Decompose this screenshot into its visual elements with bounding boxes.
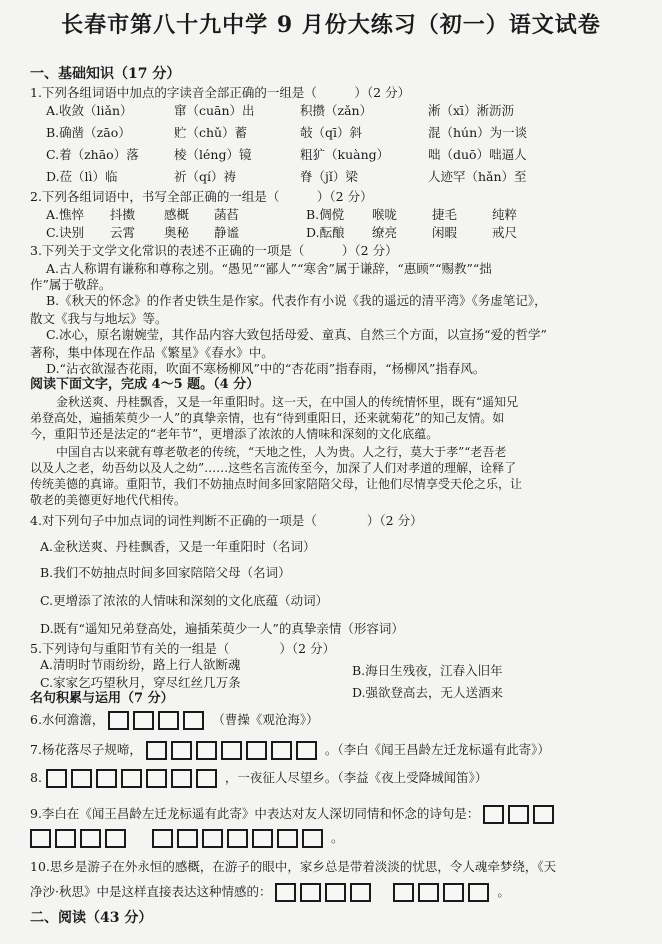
answer-box[interactable] — [393, 883, 414, 902]
question-3-option-c-line1: C.冰心，原名谢婉莹，其作品内容大致包括母爱、童真、自然三个方面，以宣扬“爱的哲学” — [46, 327, 547, 342]
question-1-option-a: A.收敛（liǎn） 窜（cuān）出 积攒（zǎn） 淅（xī）淅沥沥 — [46, 103, 515, 118]
question-3-option-a-line1: A.古人称谓有谦称和尊称之别。“愚见”“鄙人”“寒舍”属于谦辞，“惠顾”“赐教”“拙 — [46, 261, 492, 276]
question-2-options-cd: C.诀别 云霄 奥秘 静谧 D.酝酿 缭亮 闲暇 戒尺 — [46, 225, 518, 240]
answer-box[interactable] — [71, 769, 92, 788]
answer-box[interactable] — [508, 805, 529, 824]
answer-box[interactable] — [80, 829, 101, 848]
question-9-line2: 。 — [30, 826, 343, 850]
question-4-option-d: D.既有“遥知兄弟登高处，遍插茱萸少一人”的真挚亲情（形容词） — [40, 621, 404, 636]
reading-heading: 阅读下面文字，完成 4～5 题。（4 分） — [30, 377, 260, 392]
answer-box[interactable] — [202, 829, 223, 848]
answer-box[interactable] — [246, 741, 267, 760]
answer-box[interactable] — [325, 883, 346, 902]
section-heading-basic: 一、基础知识（17 分） — [30, 66, 181, 82]
answer-box[interactable] — [133, 711, 154, 730]
answer-box[interactable] — [171, 769, 192, 788]
question-4-option-a: A.金秋送爽、丹桂飘香，又是一年重阳时（名词） — [40, 539, 316, 554]
question-5-option-c: C.家家乞巧望秋月，穿尽红丝几万条 — [40, 675, 241, 690]
question-3-stem: 3.下列关于文学文化常识的表述不正确的一项是（ ）（2 分） — [30, 243, 398, 258]
question-5-option-d: D.强欲登高去，无人送酒来 — [352, 685, 504, 700]
answer-box[interactable] — [296, 741, 317, 760]
answer-box[interactable] — [483, 805, 504, 824]
question-7: 7.杨花落尽子规啼， 。（李白《闻王昌龄左迁龙标遥有此寄》） — [30, 738, 550, 762]
question-3-option-d: D.“沾衣欲湿杏花雨，吹面不寒杨柳风”中的“杏花雨”指春雨，“杨柳风”指春风。 — [46, 361, 486, 376]
exam-title: 长春市第八十九中学 9 月份大练习（初一）语文试卷 — [61, 12, 601, 38]
question-6: 6.水何澹澹， （曹操《观沧海》） — [30, 708, 319, 732]
answer-box[interactable] — [350, 883, 371, 902]
answer-box[interactable] — [183, 711, 204, 730]
answer-box[interactable] — [221, 741, 242, 760]
answer-box[interactable] — [418, 883, 439, 902]
answer-box[interactable] — [277, 829, 298, 848]
answer-box[interactable] — [108, 711, 129, 730]
question-1-stem: 1.下列各组词语中加点的字读音全部正确的一组是（ ）（2 分） — [30, 85, 411, 100]
answer-box[interactable] — [55, 829, 76, 848]
passage-p1-line2: 弟登高处，遍插茱萸少一人”的真挚亲情，也有“待到重阳日，还来就菊花”的知己友情。如 — [30, 411, 505, 425]
poetry-heading: 名句积累与运用（7 分） — [30, 691, 174, 706]
answer-box[interactable] — [468, 883, 489, 902]
answer-box[interactable] — [227, 829, 248, 848]
answer-box[interactable] — [533, 805, 554, 824]
answer-box[interactable] — [146, 769, 167, 788]
answer-box[interactable] — [46, 769, 67, 788]
passage-p1-line3: 今，重阳节还是法定的“老年节”，更增添了浓浓的人情味和深刻的文化底蕴。 — [30, 427, 439, 441]
passage-p2-line1: 中国自古以来就有尊老敬老的传统，“天地之性，人为贵。人之行，莫大于孝”“老吾老 — [56, 445, 507, 459]
question-2-stem: 2.下列各组词语中，书写全部正确的一组是（ ）（2 分） — [30, 189, 373, 204]
question-3-option-b-line1: B.《秋天的怀念》的作者史铁生是作家。代表作有小说《我的遥远的清平湾》《务虚笔记》， — [46, 293, 547, 308]
passage-p1-line1: 金秋送爽、丹桂飘香，又是一年重阳时。这一天，在中国人的传统情怀里，既有“遥知兄 — [56, 395, 519, 409]
answer-box[interactable] — [196, 741, 217, 760]
answer-box[interactable] — [443, 883, 464, 902]
answer-box[interactable] — [158, 711, 179, 730]
answer-box[interactable] — [300, 883, 321, 902]
question-4-stem: 4.对下列句子中加点词的词性判断不正确的一项是（ ）（2 分） — [30, 513, 423, 528]
question-1-option-b: B.确凿（zāo） 贮（chǔ）蓄 敧（qī）斜 混（hún）为一谈 — [46, 125, 528, 140]
question-9-line1: 9.李白在《闻王昌龄左迁龙标遥有此寄》中表达对友人深切同情和怀念的诗句是： — [30, 802, 558, 826]
question-10-line1: 10.思乡是游子在外永恒的感概，在游子的眼中，家乡总是带着淡淡的忧思，令人魂牵梦绕，《天 — [30, 859, 557, 874]
answer-box[interactable] — [96, 769, 117, 788]
question-1-option-d: D.莅（lì）临 祈（qí）祷 脊（jǐ）梁 人迹罕（hǎn）至 — [46, 169, 527, 184]
question-1-option-c: C.着（zhāo）落 棱（léng）镜 粗犷（kuàng） 咄（duō）咄逼人 — [46, 147, 527, 162]
question-2-options-ab: A.憔悴 抖擞 感概 菡萏 B.倜傥 喉咙 捷毛 纯粹 — [46, 207, 518, 222]
passage-p2-line2: 以及人之老，幼吾幼以及人之幼”……这些名言流传至今，加深了人们对孝道的理解，诠释了 — [30, 461, 517, 475]
answer-box[interactable] — [177, 829, 198, 848]
answer-box[interactable] — [302, 829, 323, 848]
question-8: 8. ，一夜征人尽望乡。（李益《夜上受降城闻笛》） — [30, 766, 487, 790]
question-3-option-b-line2: 散文《我与与地坛》等。 — [30, 311, 168, 326]
answer-box[interactable] — [271, 741, 292, 760]
question-4-option-b: B.我们不妨抽点时间多回家陪陪父母（名词） — [40, 565, 291, 580]
question-5-option-b: B.海日生残夜，江春入旧年 — [352, 663, 503, 678]
answer-box[interactable] — [275, 883, 296, 902]
answer-box[interactable] — [196, 769, 217, 788]
question-5-option-a: A.清明时节雨纷纷，路上行人欲断魂 — [40, 657, 241, 672]
question-10-line2: 净沙·秋思》中是这样直接表达这种情感的： 。 — [30, 880, 510, 904]
passage-p2-line3: 传统美德的真谛。重阳节，我们不妨抽点时间多回家陪陪父母，让他们尽情享受天伦之乐，让 — [30, 477, 523, 491]
question-4-option-c: C.更增添了浓浓的人情味和深刻的文化底蕴（动词） — [40, 593, 329, 608]
answer-box[interactable] — [252, 829, 273, 848]
answer-box[interactable] — [146, 741, 167, 760]
answer-box[interactable] — [171, 741, 192, 760]
answer-box[interactable] — [121, 769, 142, 788]
answer-box[interactable] — [152, 829, 173, 848]
answer-box[interactable] — [30, 829, 51, 848]
question-3-option-a-line2: 作”属于敬辞。 — [30, 277, 112, 292]
section-heading-reading: 二、阅读（43 分） — [30, 910, 153, 926]
question-3-option-c-line2: 著称，集中体现在作品《繁星》《春水》中。 — [30, 345, 274, 360]
answer-box[interactable] — [105, 829, 126, 848]
passage-p2-line4: 敬老的美德更好地代代相传。 — [30, 493, 187, 507]
question-5-stem: 5.下列诗句与重阳节有关的一组是（ ）（2 分） — [30, 641, 336, 656]
